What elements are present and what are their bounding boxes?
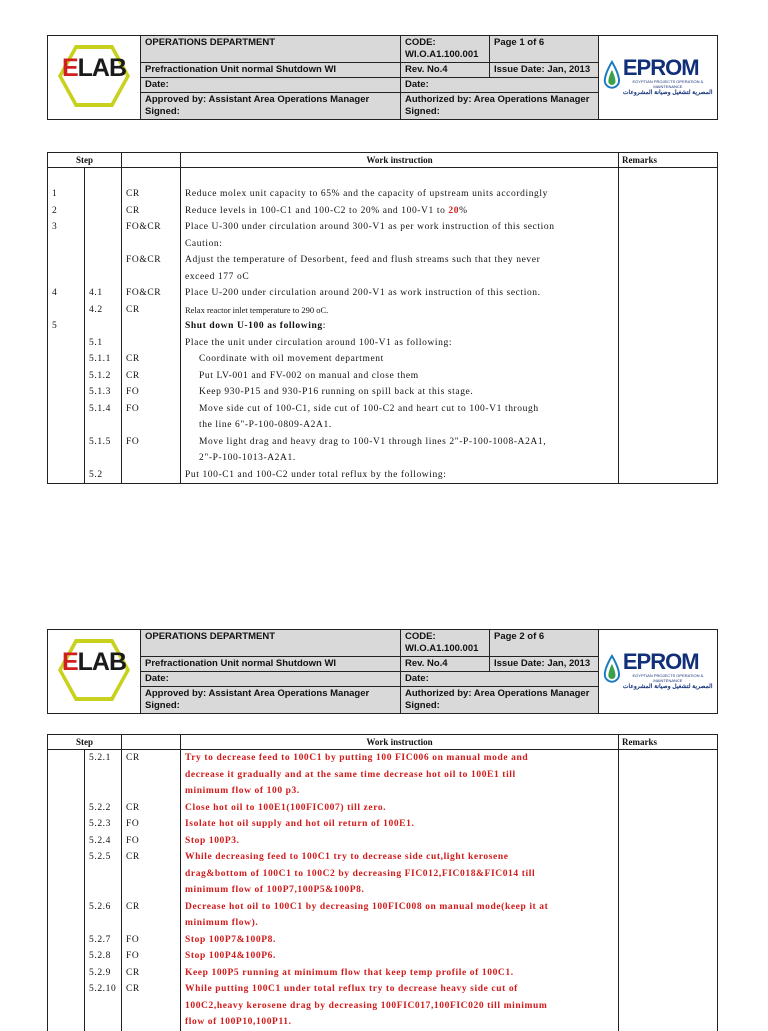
table-row [48,998,718,1015]
table-row [48,269,718,286]
step-number [48,767,85,784]
table-row [48,467,718,484]
step-number [48,915,85,932]
instruction-text: Caution: [181,236,619,253]
sub-step-number: 5.2.10 [85,981,122,998]
responsible [122,882,181,899]
instruction-text: exceed 177 oC [181,269,619,286]
remarks-cell [619,434,718,451]
sub-step-number: 5.1.4 [85,401,122,418]
remarks-cell [619,750,718,767]
sub-step-number [85,998,122,1015]
responsible [122,1014,181,1031]
remarks-cell [619,767,718,784]
code-value: WI.O.A1.100.001 [405,643,479,654]
sub-step-number: 4.1 [85,285,122,302]
step-number [48,1014,85,1031]
table-row [48,302,718,319]
remarks-cell [619,450,718,467]
sub-step-number [85,783,122,800]
responsible: FO [122,434,181,451]
responsible: CR [122,203,181,220]
eprom-wordmark: EPROM [622,648,699,674]
remarks-cell [619,384,718,401]
date-right: Date: [401,78,599,93]
sub-step-number [85,882,122,899]
sub-step-number: 5.1.1 [85,351,122,368]
eprom-subtitle: EGYPTIAN PROJECTS OPERATION & MAINTENANCE [632,672,704,683]
instruction-text: Relax reactor inlet temperature to 290 oC. [181,302,619,319]
responsible [122,450,181,467]
table-row [48,417,718,434]
table-row [48,335,718,352]
table-row [48,800,718,817]
approved-by: Approved by: Assistant Area Operations Manager Signed: [141,93,401,120]
step-number [48,800,85,817]
instruction-text: Put LV-001 and FV-002 on manual and close them [181,368,619,385]
remarks-cell [619,203,718,220]
remarks-cell [619,866,718,883]
sub-step-number: 5.2.3 [85,816,122,833]
sub-step-number [85,417,122,434]
table-row [48,368,718,385]
table-row [48,203,718,220]
code-value: WI.O.A1.100.001 [405,49,479,60]
responsible: FO&CR [122,219,181,236]
work-instruction-table-page2 [47,734,718,1031]
instruction-text: flow of 100P10,100P11. [181,1014,619,1031]
responsible: CR [122,899,181,916]
remarks-cell [619,915,718,932]
revision: Rev. No.4 [401,63,490,78]
eprom-arabic: المصرية لتشغيل وصيانة المشروعات [622,683,713,690]
step-number [48,816,85,833]
table-row [48,849,718,866]
issue-date: Issue Date: Jan, 2013 [490,63,599,78]
step-number [48,401,85,418]
step-number [48,467,85,484]
remarks-header: Remarks [619,153,718,168]
responsible: FO&CR [122,285,181,302]
work-header: Work instruction [181,153,619,168]
sub-step-number: 5.1.3 [85,384,122,401]
responsible [122,866,181,883]
step-number [48,783,85,800]
responsible [122,998,181,1015]
date-left: Date: [141,672,401,687]
work-header: Work instruction [181,735,619,750]
sub-step-number: 5.2.9 [85,965,122,982]
step-number: 5 [48,318,85,335]
remarks-cell [619,186,718,203]
remarks-cell [619,285,718,302]
step-number [48,335,85,352]
remarks-cell [619,467,718,484]
page-number: Page 2 of 6 [490,630,599,657]
responsible: CR [122,351,181,368]
who-header [122,735,181,750]
step-number [48,302,85,319]
code-cell [401,36,490,63]
responsible: CR [122,368,181,385]
step-number [48,450,85,467]
instruction-text: decrease it gradually and at the same time decrease hot oil to 100E1 till [181,767,619,784]
step-number [48,998,85,1015]
table-row [48,318,718,335]
responsible: CR [122,750,181,767]
approved-by: Approved by: Assistant Area Operations Manager Signed: [141,687,401,714]
responsible: CR [122,965,181,982]
instruction-text: Move light drag and heavy drag to 100-V1 through lines 2"-P-100-1008-A2A1, [181,434,619,451]
remarks-cell [619,816,718,833]
remarks-cell [619,965,718,982]
table-row [48,351,718,368]
responsible: FO [122,932,181,949]
table-row [48,450,718,467]
sub-step-number: 5.2.4 [85,833,122,850]
step-number [48,948,85,965]
step-number [48,750,85,767]
sub-step-number [85,450,122,467]
sub-step-number [85,767,122,784]
sub-step-number [85,168,122,187]
instruction-text: Keep 930-P15 and 930-P16 running on spill back at this stage. [181,384,619,401]
step-number [48,833,85,850]
sub-step-number [85,1014,122,1031]
remarks-header: Remarks [619,735,718,750]
department-cell: OPERATIONS DEPARTMENT [141,36,401,63]
sub-step-number [85,203,122,220]
document-title: Prefractionation Unit normal Shutdown WI [141,657,401,672]
drop-icon [603,653,621,689]
drop-icon [603,59,621,95]
remarks-cell [619,236,718,253]
responsible [122,335,181,352]
instruction-text: Keep 100P5 running at minimum flow that keep temp profile of 100C1. [181,965,619,982]
remarks-cell [619,948,718,965]
eprom-logo [599,36,718,120]
table-row [48,767,718,784]
step-number [48,236,85,253]
instruction-text: Close hot oil to 100E1(100FIC007) till zero. [181,800,619,817]
remarks-cell [619,168,718,187]
eprom-logo [599,630,718,714]
document-title: Prefractionation Unit normal Shutdown WI [141,63,401,78]
instruction-text: the line 6"-P-100-0809-A2A1. [181,417,619,434]
instruction-text: Stop 100P7&100P8. [181,932,619,949]
sub-step-number: 5.2.5 [85,849,122,866]
instruction-text: Isolate hot oil supply and hot oil return of 100E1. [181,816,619,833]
sub-step-number [85,219,122,236]
table-row [48,186,718,203]
table-row [48,750,718,767]
step-number [48,384,85,401]
sub-step-number: 5.2.7 [85,932,122,949]
sub-step-number: 5.1 [85,335,122,352]
remarks-cell [619,269,718,286]
table-row [48,965,718,982]
responsible: FO [122,401,181,418]
step-number [48,368,85,385]
instruction-text: Stop 100P3. [181,833,619,850]
step-number [48,168,85,187]
step-header: Step [48,153,122,168]
step-header: Step [48,735,122,750]
issue-date: Issue Date: Jan, 2013 [490,657,599,672]
responsible: CR [122,800,181,817]
instruction-text: Decrease hot oil to 100C1 by decreasing 100FIC008 on manual mode(keep it at [181,899,619,916]
step-number [48,417,85,434]
sub-step-number [85,318,122,335]
instruction-text: Put 100-C1 and 100-C2 under total reflux by the following: [181,467,619,484]
responsible [122,417,181,434]
remarks-cell [619,783,718,800]
table-row [48,882,718,899]
step-number: 2 [48,203,85,220]
sub-step-number [85,866,122,883]
instruction-text: Stop 100P4&100P6. [181,948,619,965]
responsible [122,783,181,800]
department-cell: OPERATIONS DEPARTMENT [141,630,401,657]
remarks-cell [619,849,718,866]
step-number [48,849,85,866]
sub-step-number: 5.1.2 [85,368,122,385]
step-number [48,981,85,998]
eprom-wordmark: EPROM [622,54,699,80]
instruction-text: Place U-300 under circulation around 300-V1 as per work instruction of this section [181,219,619,236]
sub-step-number: 5.2.8 [85,948,122,965]
step-number [48,882,85,899]
responsible [122,915,181,932]
sub-step-number: 4.2 [85,302,122,319]
step-number [48,351,85,368]
elab-logo: ELAB [48,36,141,120]
sub-step-number [85,915,122,932]
remarks-cell [619,833,718,850]
authorized-by: Authorized by: Area Operations Manager Signed: [401,687,599,714]
table-row [48,219,718,236]
instruction-text: Reduce levels in 100-C1 and 100-C2 to 20% and 100-V1 to 20% [181,203,619,220]
sub-step-number [85,252,122,269]
document-header [47,35,718,120]
eprom-subtitle: EGYPTIAN PROJECTS OPERATION & MAINTENANCE [632,78,704,89]
who-header [122,153,181,168]
table-row [48,948,718,965]
responsible [122,467,181,484]
remarks-cell [619,252,718,269]
instruction-text: Move side cut of 100-C1, side cut of 100-C2 and heart cut to 100-V1 through [181,401,619,418]
responsible: CR [122,981,181,998]
responsible [122,236,181,253]
step-number [48,899,85,916]
instruction-text: drag&bottom of 100C1 to 100C2 by decreasing FIC012,FIC018&FIC014 till [181,866,619,883]
remarks-cell [619,998,718,1015]
document-header [47,629,718,714]
instruction-text: Try to decrease feed to 100C1 by putting 100 FIC006 on manual mode and [181,750,619,767]
table-row [48,899,718,916]
responsible [122,168,181,187]
step-number [48,269,85,286]
instruction-text: minimum flow of 100 p3. [181,783,619,800]
instruction-text [181,168,619,187]
remarks-cell [619,302,718,319]
responsible: FO [122,948,181,965]
instruction-text: Coordinate with oil movement department [181,351,619,368]
responsible [122,767,181,784]
remarks-cell [619,401,718,418]
sub-step-number: 5.2 [85,467,122,484]
instruction-text: 2"-P-100-1013-A2A1. [181,450,619,467]
table-row [48,981,718,998]
step-number [48,252,85,269]
instruction-text: While decreasing feed to 100C1 try to decrease side cut,light kerosene [181,849,619,866]
instruction-text: Shut down U-100 as following: [181,318,619,335]
sub-step-number: 5.2.1 [85,750,122,767]
responsible: CR [122,186,181,203]
step-number [48,932,85,949]
responsible: FO [122,384,181,401]
eprom-arabic: المصرية لتشغيل وصيانة المشروعات [622,89,713,96]
code-label: CODE: [405,631,436,642]
instruction-text: Place the unit under circulation around 100-V1 as following: [181,335,619,352]
table-row [48,1014,718,1031]
code-label: CODE: [405,37,436,48]
step-number [48,866,85,883]
sub-step-number: 5.1.5 [85,434,122,451]
remarks-cell [619,882,718,899]
table-row [48,915,718,932]
date-left: Date: [141,78,401,93]
sub-step-number: 5.2.6 [85,899,122,916]
sub-step-number: 5.2.2 [85,800,122,817]
table-row [48,252,718,269]
instruction-text: Place U-200 under circulation around 200-V1 as work instruction of this section. [181,285,619,302]
table-row [48,434,718,451]
instruction-text: Adjust the temperature of Desorbent, feed and flush streams such that they never [181,252,619,269]
step-number: 4 [48,285,85,302]
code-cell [401,630,490,657]
remarks-cell [619,219,718,236]
table-row [48,168,718,187]
responsible: FO [122,833,181,850]
step-number [48,434,85,451]
elab-logo: ELAB [48,630,141,714]
table-row [48,285,718,302]
remarks-cell [619,417,718,434]
page-number: Page 1 of 6 [490,36,599,63]
sub-step-number [85,186,122,203]
sub-step-number [85,269,122,286]
responsible: FO [122,816,181,833]
responsible: FO&CR [122,252,181,269]
authorized-by: Authorized by: Area Operations Manager Signed: [401,93,599,120]
table-row [48,384,718,401]
instruction-text: minimum flow). [181,915,619,932]
remarks-cell [619,932,718,949]
responsible: CR [122,849,181,866]
table-row [48,816,718,833]
table-row [48,783,718,800]
remarks-cell [619,800,718,817]
work-instruction-table-page1 [47,152,718,484]
table-row [48,932,718,949]
step-number: 3 [48,219,85,236]
table-row [48,401,718,418]
instruction-text: 100C2,heavy kerosene drag by decreasing 100FIC017,100FIC020 till minimum [181,998,619,1015]
remarks-cell [619,335,718,352]
revision: Rev. No.4 [401,657,490,672]
remarks-cell [619,1014,718,1031]
responsible [122,318,181,335]
remarks-cell [619,981,718,998]
step-number: 1 [48,186,85,203]
table-row [48,833,718,850]
responsible: CR [122,302,181,319]
responsible [122,269,181,286]
step-number [48,965,85,982]
table-row [48,236,718,253]
instruction-text: minimum flow of 100P7,100P5&100P8. [181,882,619,899]
date-right: Date: [401,672,599,687]
sub-step-number [85,236,122,253]
table-row [48,866,718,883]
instruction-text: Reduce molex unit capacity to 65% and the capacity of upstream units accordingly [181,186,619,203]
remarks-cell [619,351,718,368]
instruction-text: While putting 100C1 under total reflux try to decrease heavy side cut of [181,981,619,998]
remarks-cell [619,368,718,385]
remarks-cell [619,318,718,335]
remarks-cell [619,899,718,916]
